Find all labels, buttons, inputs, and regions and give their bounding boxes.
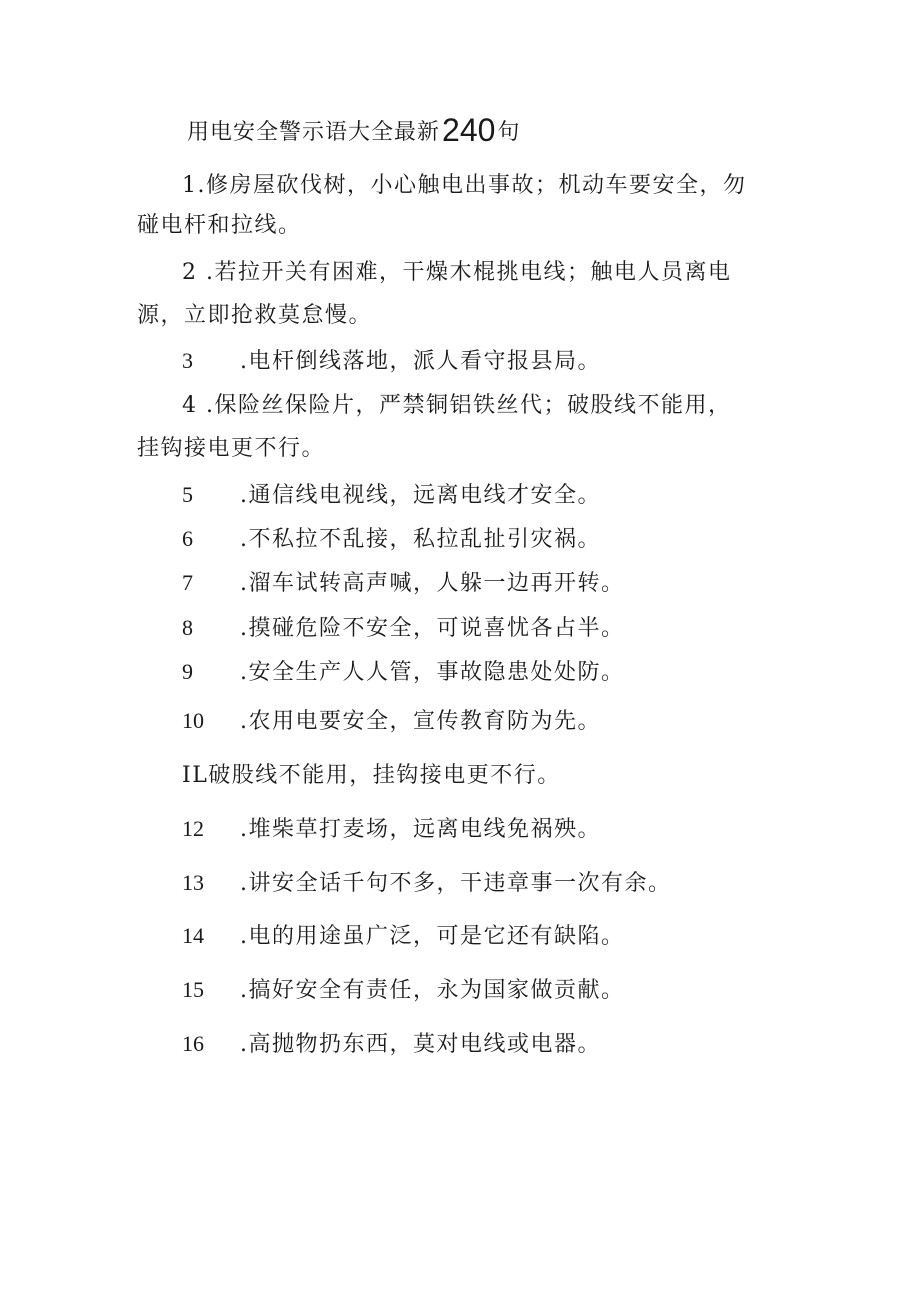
list-item xyxy=(182,704,601,735)
item-1-line-1: 1.修房屋砍伐树，小心触电出事故；机动车要安全，勿 xyxy=(182,173,747,198)
item-number: 5 xyxy=(182,482,193,507)
item-4-line-2: 挂钩接电更不行。 xyxy=(137,436,326,461)
item-number: 13 xyxy=(182,870,204,895)
item-text: .高抛物扔东西，莫对电线或电器。 xyxy=(240,1032,601,1057)
item-number: 6 xyxy=(182,526,193,551)
item-number: 16 xyxy=(182,1031,204,1056)
document-title xyxy=(187,112,520,149)
list-item: IL破股线不能用，挂钩接电更不行。 xyxy=(182,763,561,788)
list-item xyxy=(182,611,625,642)
item-number: 7 xyxy=(182,570,193,595)
item-number: 9 xyxy=(182,659,193,684)
item-number: 8 xyxy=(182,615,193,640)
item-text: .堆柴草打麦场，远离电线免祸殃。 xyxy=(240,817,601,842)
item-text: .通信线电视线，远离电线才安全。 xyxy=(240,483,601,508)
list-item xyxy=(182,344,601,375)
item-number: 14 xyxy=(182,923,204,948)
list-item xyxy=(182,566,625,597)
item-text: .搞好安全有责任，永为国家做贡献。 xyxy=(240,978,625,1003)
list-item xyxy=(182,522,601,553)
item-text: .电的用途虽广泛，可是它还有缺陷。 xyxy=(240,924,625,949)
item-2-line-1: 2 .若拉开关有困难，干燥木棍挑电线；触电人员离电 xyxy=(182,260,732,285)
item-text: .摸碰危险不安全，可说喜忧各占半。 xyxy=(240,616,625,641)
item-text: .讲安全话千句不多，干违章事一次有余。 xyxy=(240,871,672,896)
item-4-line-1: 4 .保险丝保险片，严禁铜铝铁丝代；破股线不能用， xyxy=(182,393,732,418)
item-2-line-2: 源，立即抢救莫怠慢。 xyxy=(137,303,373,328)
list-item xyxy=(182,973,625,1004)
item-number: 3 xyxy=(182,348,193,373)
item-1-line-2: 碰电杆和拉线。 xyxy=(137,213,302,238)
item-text: .电杆倒线落地，派人看守报县局。 xyxy=(240,349,601,374)
list-item xyxy=(182,1027,601,1058)
title-number: 240 xyxy=(442,112,496,148)
item-number: 15 xyxy=(182,977,204,1002)
item-text: .安全生产人人管，事故隐患处处防。 xyxy=(240,660,625,685)
item-text: .不私拉不乱接，私拉乱扯引灾祸。 xyxy=(240,527,601,552)
title-suffix: 句 xyxy=(497,120,521,145)
list-item xyxy=(182,812,601,843)
item-number: 12 xyxy=(182,816,204,841)
title-prefix: 用电安全警示语大全最新 xyxy=(187,120,441,145)
list-item xyxy=(182,919,625,950)
list-item xyxy=(182,866,672,897)
item-number: 10 xyxy=(182,708,204,733)
list-item xyxy=(182,478,601,509)
item-text: .溜车试转高声喊，人躲一边再开转。 xyxy=(240,571,625,596)
list-item xyxy=(182,655,625,686)
item-text: .农用电要安全，宣传教育防为先。 xyxy=(240,709,601,734)
